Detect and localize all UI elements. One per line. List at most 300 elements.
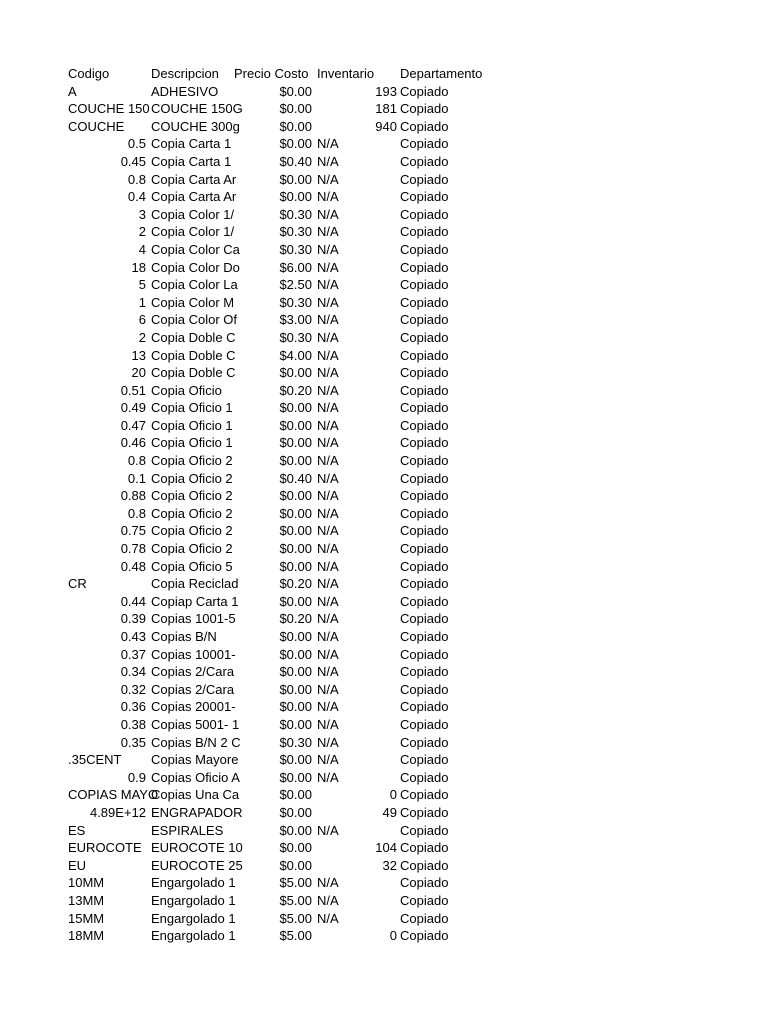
cell-codigo: CR [68, 576, 87, 592]
cell-codigo: COUCHE [68, 118, 125, 134]
cell-departamento: Copiado [400, 857, 449, 873]
cell-inventario: N/A [317, 541, 339, 557]
table-row [66, 927, 506, 945]
cell-departamento: Copiado [400, 101, 449, 117]
table-row [66, 910, 506, 928]
cell-precio-costo: $0.00 [279, 664, 312, 680]
cell-inventario: N/A [317, 822, 339, 838]
table-row [66, 171, 506, 189]
cell-codigo: 4 [138, 241, 146, 257]
table-row [66, 874, 506, 892]
cell-descripcion: Copia Oficio 2 [151, 453, 233, 469]
cell-descripcion: Copia Carta 1 [151, 136, 232, 152]
cell-inventario: N/A [317, 294, 339, 310]
cell-codigo: 10MM [68, 875, 105, 891]
header-codigo: Codigo [68, 66, 110, 81]
cell-descripcion: Copias 2/Cara [151, 681, 235, 697]
cell-precio-costo: $0.30 [279, 329, 312, 345]
cell-departamento: Copiado [400, 435, 449, 451]
cell-departamento: Copiado [400, 241, 449, 257]
cell-precio-costo: $5.00 [279, 875, 312, 891]
cell-codigo: 0.34 [120, 664, 146, 680]
cell-codigo: 0.78 [120, 541, 146, 557]
table-row [66, 575, 506, 593]
header-departamento: Departamento [400, 66, 483, 81]
cell-codigo: 15MM [68, 910, 105, 926]
table-row [66, 505, 506, 523]
cell-codigo: 3 [138, 206, 146, 222]
cell-precio-costo: $0.00 [279, 822, 312, 838]
cell-departamento: Copiado [400, 312, 449, 328]
table-row [66, 399, 506, 417]
cell-departamento: Copiado [400, 787, 449, 803]
header-descripcion: Descripcion [151, 66, 219, 81]
table-row [66, 276, 506, 294]
cell-codigo: COPIAS MAYO [68, 787, 159, 803]
cell-departamento: Copiado [400, 875, 449, 891]
cell-inventario: N/A [317, 646, 339, 662]
table-row [66, 364, 506, 382]
cell-codigo: 0.48 [120, 558, 146, 574]
cell-precio-costo: $0.00 [279, 541, 312, 557]
cell-inventario: N/A [317, 910, 339, 926]
cell-inventario: N/A [317, 329, 339, 345]
cell-descripcion: Copia Color La [151, 277, 238, 293]
cell-codigo: 0.8 [127, 505, 146, 521]
cell-descripcion: COUCHE 150G [151, 101, 243, 117]
table-row [66, 188, 506, 206]
cell-descripcion: Copia Oficio 5 [151, 558, 233, 574]
cell-precio-costo: $0.30 [279, 206, 312, 222]
spreadsheet-table [66, 65, 506, 945]
table-row [66, 382, 506, 400]
cell-departamento: Copiado [400, 136, 449, 152]
cell-precio-costo: $0.40 [279, 470, 312, 486]
cell-precio-costo: $0.00 [279, 646, 312, 662]
cell-descripcion: ESPIRALES [151, 822, 224, 838]
table-row [66, 417, 506, 435]
cell-codigo: .35CENT [68, 752, 122, 768]
cell-inventario: N/A [317, 611, 339, 627]
cell-codigo: 0.36 [120, 699, 146, 715]
cell-departamento: Copiado [400, 365, 449, 381]
cell-precio-costo: $5.00 [279, 892, 312, 908]
cell-codigo: 0.44 [120, 593, 146, 609]
cell-precio-costo: $0.00 [279, 558, 312, 574]
cell-codigo: 0.32 [120, 681, 146, 697]
cell-descripcion: Copia Color Do [151, 259, 240, 275]
table-row [66, 734, 506, 752]
cell-inventario: N/A [317, 136, 339, 152]
cell-codigo: 0.88 [120, 488, 146, 504]
table-row [66, 118, 506, 136]
cell-precio-costo: $5.00 [279, 910, 312, 926]
cell-descripcion: Copia Doble C [151, 347, 236, 363]
cell-departamento: Copiado [400, 505, 449, 521]
cell-departamento: Copiado [400, 523, 449, 539]
table-row [66, 135, 506, 153]
table-row [66, 769, 506, 787]
cell-departamento: Copiado [400, 329, 449, 345]
cell-descripcion: Copia Oficio 2 [151, 523, 233, 539]
cell-precio-costo: $2.50 [279, 277, 312, 293]
cell-descripcion: COUCHE 300g [151, 118, 240, 134]
cell-descripcion: Copias Oficio A [151, 769, 240, 785]
cell-precio-costo: $0.00 [279, 136, 312, 152]
cell-inventario: N/A [317, 453, 339, 469]
cell-departamento: Copiado [400, 541, 449, 557]
table-row [66, 628, 506, 646]
cell-inventario: N/A [317, 558, 339, 574]
cell-precio-costo: $6.00 [279, 259, 312, 275]
cell-codigo: EU [68, 857, 87, 873]
cell-precio-costo: $0.30 [279, 241, 312, 257]
cell-departamento: Copiado [400, 910, 449, 926]
cell-descripcion: Copias 20001- [151, 699, 236, 715]
cell-inventario: N/A [317, 400, 339, 416]
cell-precio-costo: $0.00 [279, 435, 312, 451]
cell-inventario: N/A [317, 224, 339, 240]
cell-departamento: Copiado [400, 822, 449, 838]
cell-departamento: Copiado [400, 417, 449, 433]
cell-inventario: 193 [375, 83, 397, 99]
cell-precio-costo: $0.00 [279, 716, 312, 732]
cell-descripcion: Copia Color M [151, 294, 235, 310]
cell-descripcion: Copia Oficio 2 [151, 470, 233, 486]
cell-departamento: Copiado [400, 804, 449, 820]
table-row [66, 294, 506, 312]
cell-inventario: N/A [317, 734, 339, 750]
cell-departamento: Copiado [400, 734, 449, 750]
cell-descripcion: EUROCOTE 25 [151, 857, 243, 873]
cell-codigo: 0.75 [120, 523, 146, 539]
cell-departamento: Copiado [400, 699, 449, 715]
table-row [66, 100, 506, 118]
cell-precio-costo: $0.20 [279, 382, 312, 398]
cell-precio-costo: $0.00 [279, 171, 312, 187]
cell-codigo: 0.43 [120, 629, 146, 644]
cell-departamento: Copiado [400, 294, 449, 310]
cell-departamento: Copiado [400, 558, 449, 574]
cell-codigo: 0.9 [127, 769, 146, 785]
cell-departamento: Copiado [400, 453, 449, 469]
cell-descripcion: Copia Oficio 2 [151, 505, 233, 521]
table-row [66, 83, 506, 101]
cell-precio-costo: $4.00 [279, 347, 312, 363]
cell-departamento: Copiado [400, 664, 449, 680]
cell-departamento: Copiado [400, 716, 449, 732]
cell-descripcion: Copias 10001- [151, 646, 236, 662]
cell-precio-costo: $0.00 [279, 400, 312, 416]
cell-inventario: N/A [317, 752, 339, 768]
cell-departamento: Copiado [400, 681, 449, 697]
cell-precio-costo: $0.00 [279, 804, 312, 820]
cell-departamento: Copiado [400, 83, 449, 99]
cell-departamento: Copiado [400, 769, 449, 785]
cell-precio-costo: $0.00 [279, 699, 312, 715]
header-row [66, 65, 506, 83]
table-row [66, 892, 506, 910]
cell-precio-costo: $0.00 [279, 453, 312, 469]
cell-departamento: Copiado [400, 752, 449, 768]
cell-precio-costo: $0.00 [279, 417, 312, 433]
cell-descripcion: Copias 5001- 1 [151, 716, 240, 732]
cell-codigo: 13MM [68, 892, 105, 908]
cell-descripcion: Copia Oficio 2 [151, 541, 233, 557]
cell-descripcion: Copia Color Of [151, 312, 237, 328]
cell-precio-costo: $0.00 [279, 593, 312, 609]
cell-precio-costo: $0.00 [279, 523, 312, 539]
table-row [66, 487, 506, 505]
cell-departamento: Copiado [400, 382, 449, 398]
cell-precio-costo: $0.20 [279, 611, 312, 627]
cell-departamento: Copiado [400, 171, 449, 187]
cell-precio-costo: $0.00 [279, 365, 312, 381]
cell-precio-costo: $0.00 [279, 83, 312, 99]
cell-descripcion: ADHESIVO [151, 83, 219, 99]
cell-codigo: 1 [138, 294, 146, 310]
cell-descripcion: Copia Oficio [151, 382, 222, 398]
cell-codigo: 0.5 [127, 136, 146, 152]
cell-descripcion: Copia Oficio 1 [151, 417, 233, 433]
header-inventario: Inventario [317, 66, 375, 81]
cell-codigo: 20 [131, 365, 146, 381]
table-row [66, 751, 506, 769]
cell-precio-costo: $0.30 [279, 224, 312, 240]
cell-precio-costo: $0.00 [279, 118, 312, 134]
cell-inventario: N/A [317, 716, 339, 732]
cell-descripcion: Copia Carta Ar [151, 171, 237, 187]
table-row [66, 593, 506, 611]
table-row [66, 153, 506, 171]
cell-inventario: 940 [375, 118, 397, 134]
cell-inventario: N/A [317, 593, 339, 609]
cell-departamento: Copiado [400, 277, 449, 293]
table-row [66, 452, 506, 470]
cell-descripcion: Copia Color Ca [151, 241, 240, 257]
cell-departamento: Copiado [400, 206, 449, 222]
cell-codigo: 5 [138, 277, 146, 293]
cell-inventario: N/A [317, 365, 339, 381]
table-row [66, 610, 506, 628]
cell-departamento: Copiado [400, 611, 449, 627]
cell-descripcion: Copias B/N 2 C [151, 734, 241, 750]
cell-inventario: 0 [389, 928, 397, 944]
cell-inventario: N/A [317, 892, 339, 908]
cell-codigo: 2 [138, 224, 146, 240]
cell-inventario: N/A [317, 435, 339, 451]
cell-inventario: N/A [317, 523, 339, 539]
cell-descripcion: Engargolado 1 [151, 875, 236, 891]
cell-codigo: EUROCOTE [68, 840, 142, 856]
cell-descripcion: Copias Mayore [151, 752, 239, 768]
cell-codigo: 0.8 [127, 453, 146, 469]
cell-codigo: 0.51 [120, 382, 146, 398]
cell-inventario: N/A [317, 576, 339, 592]
cell-descripcion: Copias 2/Cara [151, 664, 235, 680]
cell-codigo: 0.8 [127, 171, 146, 187]
cell-codigo: 0.1 [127, 470, 146, 486]
cell-codigo: 4.89E+12 [89, 804, 146, 820]
cell-inventario: N/A [317, 699, 339, 715]
cell-descripcion: Engargolado 1 [151, 910, 236, 926]
cell-precio-costo: $0.00 [279, 840, 312, 856]
cell-inventario: N/A [317, 382, 339, 398]
cell-descripcion: ENGRAPADOR [151, 804, 243, 820]
table-row [66, 786, 506, 804]
cell-inventario: N/A [317, 769, 339, 785]
cell-departamento: Copiado [400, 224, 449, 240]
cell-codigo: A [68, 83, 77, 99]
cell-codigo: 13 [131, 347, 146, 363]
cell-inventario: N/A [317, 470, 339, 486]
cell-descripcion: Copia Reciclad [151, 576, 239, 592]
cell-inventario: N/A [317, 153, 339, 169]
cell-codigo: 0.45 [120, 153, 146, 169]
cell-codigo: 18 [131, 259, 146, 275]
cell-inventario: N/A [317, 277, 339, 293]
cell-codigo: 0.35 [120, 734, 146, 750]
cell-inventario: N/A [317, 206, 339, 222]
table-row [66, 347, 506, 365]
table-row [66, 522, 506, 540]
cell-departamento: Copiado [400, 928, 449, 944]
cell-inventario: N/A [317, 312, 339, 328]
cell-inventario: 104 [375, 840, 397, 856]
table-row [66, 804, 506, 822]
cell-precio-costo: $0.00 [279, 101, 312, 117]
cell-inventario: N/A [317, 664, 339, 680]
cell-descripcion: Engargolado 1 [151, 892, 236, 908]
cell-precio-costo: $3.00 [279, 312, 312, 328]
cell-codigo: COUCHE 150 [68, 101, 150, 117]
cell-precio-costo: $5.00 [279, 928, 312, 944]
cell-inventario: 32 [382, 857, 397, 873]
cell-precio-costo: $0.00 [279, 769, 312, 785]
cell-inventario: 181 [375, 101, 397, 117]
table-row [66, 839, 506, 857]
table-row [66, 857, 506, 875]
table-row [66, 663, 506, 681]
table-body [66, 83, 506, 945]
cell-descripcion: EUROCOTE 10 [151, 840, 243, 856]
cell-codigo: ES [68, 822, 86, 838]
cell-departamento: Copiado [400, 840, 449, 856]
cell-departamento: Copiado [400, 646, 449, 662]
cell-precio-costo: $0.00 [279, 787, 312, 803]
cell-descripcion: Copiap Carta 1 [151, 593, 239, 609]
cell-descripcion: Copia Doble C [151, 365, 236, 381]
cell-precio-costo: $0.00 [279, 505, 312, 521]
cell-codigo: 0.38 [120, 716, 146, 732]
cell-codigo: 18MM [68, 928, 105, 944]
table-row [66, 470, 506, 488]
cell-codigo: 0.49 [120, 400, 146, 416]
cell-departamento: Copiado [400, 892, 449, 908]
table-row [66, 259, 506, 277]
cell-precio-costo: $0.40 [279, 153, 312, 169]
cell-departamento: Copiado [400, 347, 449, 363]
cell-descripcion: Copia Carta Ar [151, 189, 237, 205]
cell-codigo: 6 [138, 312, 146, 328]
cell-departamento: Copiado [400, 470, 449, 486]
table-row [66, 223, 506, 241]
cell-inventario: N/A [317, 681, 339, 697]
cell-inventario: 0 [389, 787, 397, 803]
cell-departamento: Copiado [400, 118, 449, 134]
cell-precio-costo: $0.00 [279, 752, 312, 768]
table-row [66, 822, 506, 840]
table-row [66, 646, 506, 664]
cell-descripcion: Copias B/N [151, 629, 217, 644]
cell-descripcion: Copias Una Ca [151, 787, 240, 803]
cell-precio-costo: $0.00 [279, 488, 312, 504]
cell-precio-costo: $0.00 [279, 681, 312, 697]
cell-descripcion: Copia Color 1/ [151, 206, 235, 222]
table-row [66, 698, 506, 716]
header-precio-costo: Precio Costo [234, 66, 309, 81]
cell-codigo: 0.46 [120, 435, 146, 451]
table-row [66, 558, 506, 576]
cell-departamento: Copiado [400, 576, 449, 592]
cell-inventario: N/A [317, 629, 339, 644]
cell-inventario: N/A [317, 241, 339, 257]
cell-precio-costo: $0.30 [279, 294, 312, 310]
table-row [66, 329, 506, 347]
table-row [66, 434, 506, 452]
cell-departamento: Copiado [400, 400, 449, 416]
table-row [66, 241, 506, 259]
cell-precio-costo: $0.00 [279, 189, 312, 205]
cell-inventario: N/A [317, 347, 339, 363]
table-row [66, 540, 506, 558]
cell-precio-costo: $0.00 [279, 857, 312, 873]
cell-inventario: N/A [317, 505, 339, 521]
cell-codigo: 0.47 [120, 417, 146, 433]
cell-inventario: N/A [317, 189, 339, 205]
cell-departamento: Copiado [400, 629, 449, 644]
cell-descripcion: Engargolado 1 [151, 928, 236, 944]
cell-departamento: Copiado [400, 259, 449, 275]
cell-codigo: 2 [138, 329, 146, 345]
cell-codigo: 0.4 [127, 189, 146, 205]
cell-precio-costo: $0.30 [279, 734, 312, 750]
cell-departamento: Copiado [400, 153, 449, 169]
cell-inventario: N/A [317, 488, 339, 504]
cell-precio-costo: $0.20 [279, 576, 312, 592]
cell-descripcion: Copia Color 1/ [151, 224, 235, 240]
cell-inventario: N/A [317, 171, 339, 187]
cell-codigo: 0.39 [120, 611, 146, 627]
cell-precio-costo: $0.00 [279, 629, 312, 644]
cell-descripcion: Copias 1001-5 [151, 611, 236, 627]
cell-descripcion: Copia Oficio 1 [151, 400, 233, 416]
table-row [66, 206, 506, 224]
cell-descripcion: Copia Oficio 1 [151, 435, 233, 451]
table-row [66, 681, 506, 699]
cell-descripcion: Copia Doble C [151, 329, 236, 345]
cell-descripcion: Copia Carta 1 [151, 153, 232, 169]
cell-departamento: Copiado [400, 593, 449, 609]
cell-departamento: Copiado [400, 189, 449, 205]
cell-inventario: N/A [317, 417, 339, 433]
cell-departamento: Copiado [400, 488, 449, 504]
cell-inventario: N/A [317, 875, 339, 891]
cell-inventario: N/A [317, 259, 339, 275]
cell-inventario: 49 [382, 804, 397, 820]
cell-codigo: 0.37 [120, 646, 146, 662]
cell-descripcion: Copia Oficio 2 [151, 488, 233, 504]
